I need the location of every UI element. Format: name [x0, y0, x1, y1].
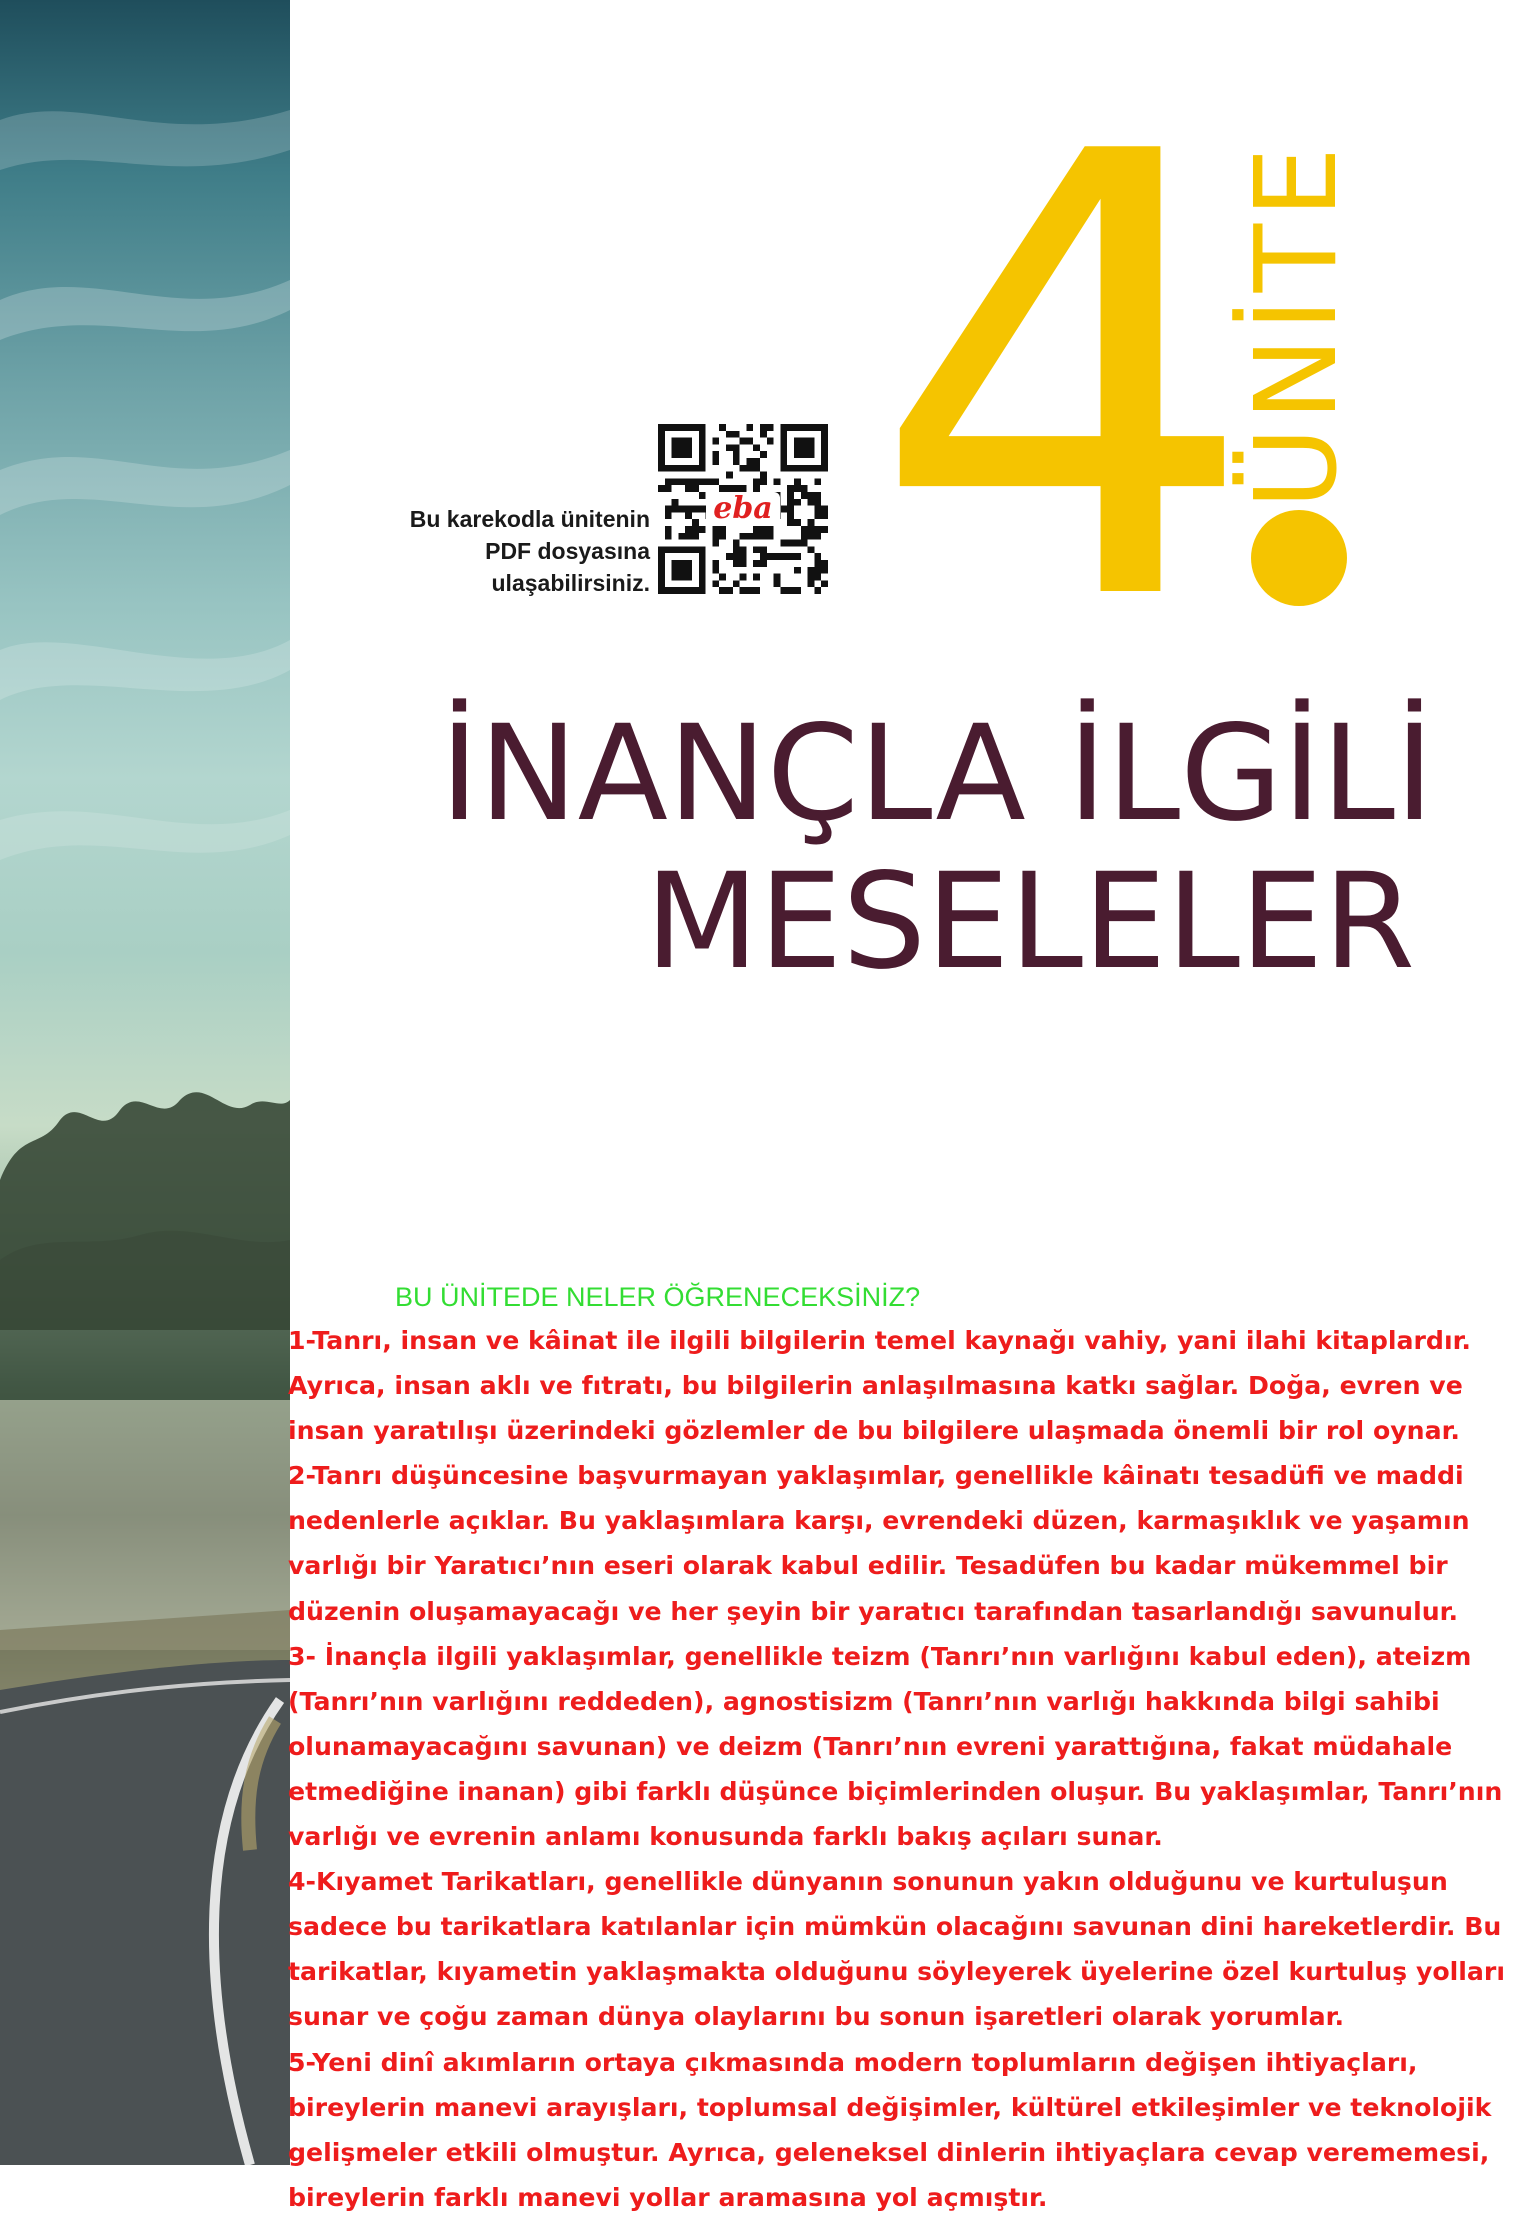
unit-dot: [1251, 510, 1347, 606]
unit-label: ÜNİTE: [1232, 141, 1362, 509]
unit-title: [440, 697, 1440, 999]
unit-number: 4: [870, 25, 1249, 735]
qr-caption-line: PDF dosyasına: [485, 538, 650, 564]
qr-caption: [365, 503, 650, 599]
outcome-item: 3- İnançla ilgili yaklaşımlar, genellikle teizm (Tanrı’nın varlığını kabul eden), ateizm (Tanrı’nın varlığını reddeden), agnostisizm (Tanrı’nın varlığı hakkında bilgi sahibi olunamayacağını savunan) ve deizm (Tanrı’nın evreni yarattığına, fakat müdahale etmediğine inanan) gibi farklı düşünce biçimlerinden oluşur. Bu yaklaşımlar, Tanrı’nın varlığı ve evrenin anlamı konusunda farklı bakış açıları sunar.: [288, 1641, 1503, 1852]
outcomes-heading: BU ÜNİTEDE NELER ÖĞRENECEKSİNİZ?: [395, 1282, 921, 1312]
outcomes-list: [288, 1318, 1528, 2220]
qr-caption-line: ulaşabilirsiniz.: [491, 570, 650, 596]
landscape-illustration: [0, 0, 290, 2165]
outcome-item: 2-Tanrı düşüncesine başvurmayan yaklaşımlar, genellikle kâinatı tesadüfi ve maddi nedenlerle açıklar. Bu yaklaşımlara karşı, evrendeki düzen, karmaşıklık ve yaşamın varlığı bir Yaratıcı’nın eseri olarak kabul edilir. Tesadüfen bu kadar mükemmel bir düzenin oluşamayacağı ve her şeyin bir yaratıcı tarafından tasarlandığı savunulur.: [288, 1461, 1470, 1626]
qr-caption-line: Bu karekodla ünitenin: [409, 506, 650, 532]
unit-title-line: MESELELER: [645, 845, 1416, 999]
cover-photo: [0, 0, 290, 2165]
outcome-item: 1-Tanrı, insan ve kâinat ile ilgili bilgilerin temel kaynağı vahiy, yani ilahi kitaplardır. Ayrıca, insan aklı ve fıtratı, bu bilgilerin anlaşılmasına katkı sağlar. Doğa, evren ve insan yaratılışı üzerindeki gözlemler de bu bilgilere ulaşmada önemli bir rol oynar.: [288, 1326, 1471, 1446]
outcome-item: 5-Yeni dinî akımların ortaya çıkmasında modern toplumların değişen ihtiyaçları, bireylerin manevi arayışları, toplumsal değişimler, kültürel etkileşimler ve teknolojik gelişmeler etkili olmuştur. Ayrıca, geleneksel dinlerin ihtiyaçlara cevap verememesi, bireylerin farklı manevi yollar aramasına yol açmıştır.: [288, 2047, 1492, 2212]
unit-title-line: İNANÇLA İLGİLİ: [440, 697, 1434, 851]
eba-logo: eba: [706, 492, 780, 526]
unit-label-wrapper: [1225, 141, 1370, 509]
outcome-item: 4-Kıyamet Tarikatları, genellikle dünyanın sonunun yakın olduğunu ve kurtuluşun sadece bu tarikatlara katılanlar için mümkün olacağını savunan dini hareketlerdir. Bu tarikatlar, kıyametin yaklaşmakta olduğunu söyleyerek üyelerine özel kurtuluş yolları sunar ve çoğu zaman dünya olaylarını bu sonun işaretleri olarak yorumlar.: [288, 1867, 1505, 2032]
